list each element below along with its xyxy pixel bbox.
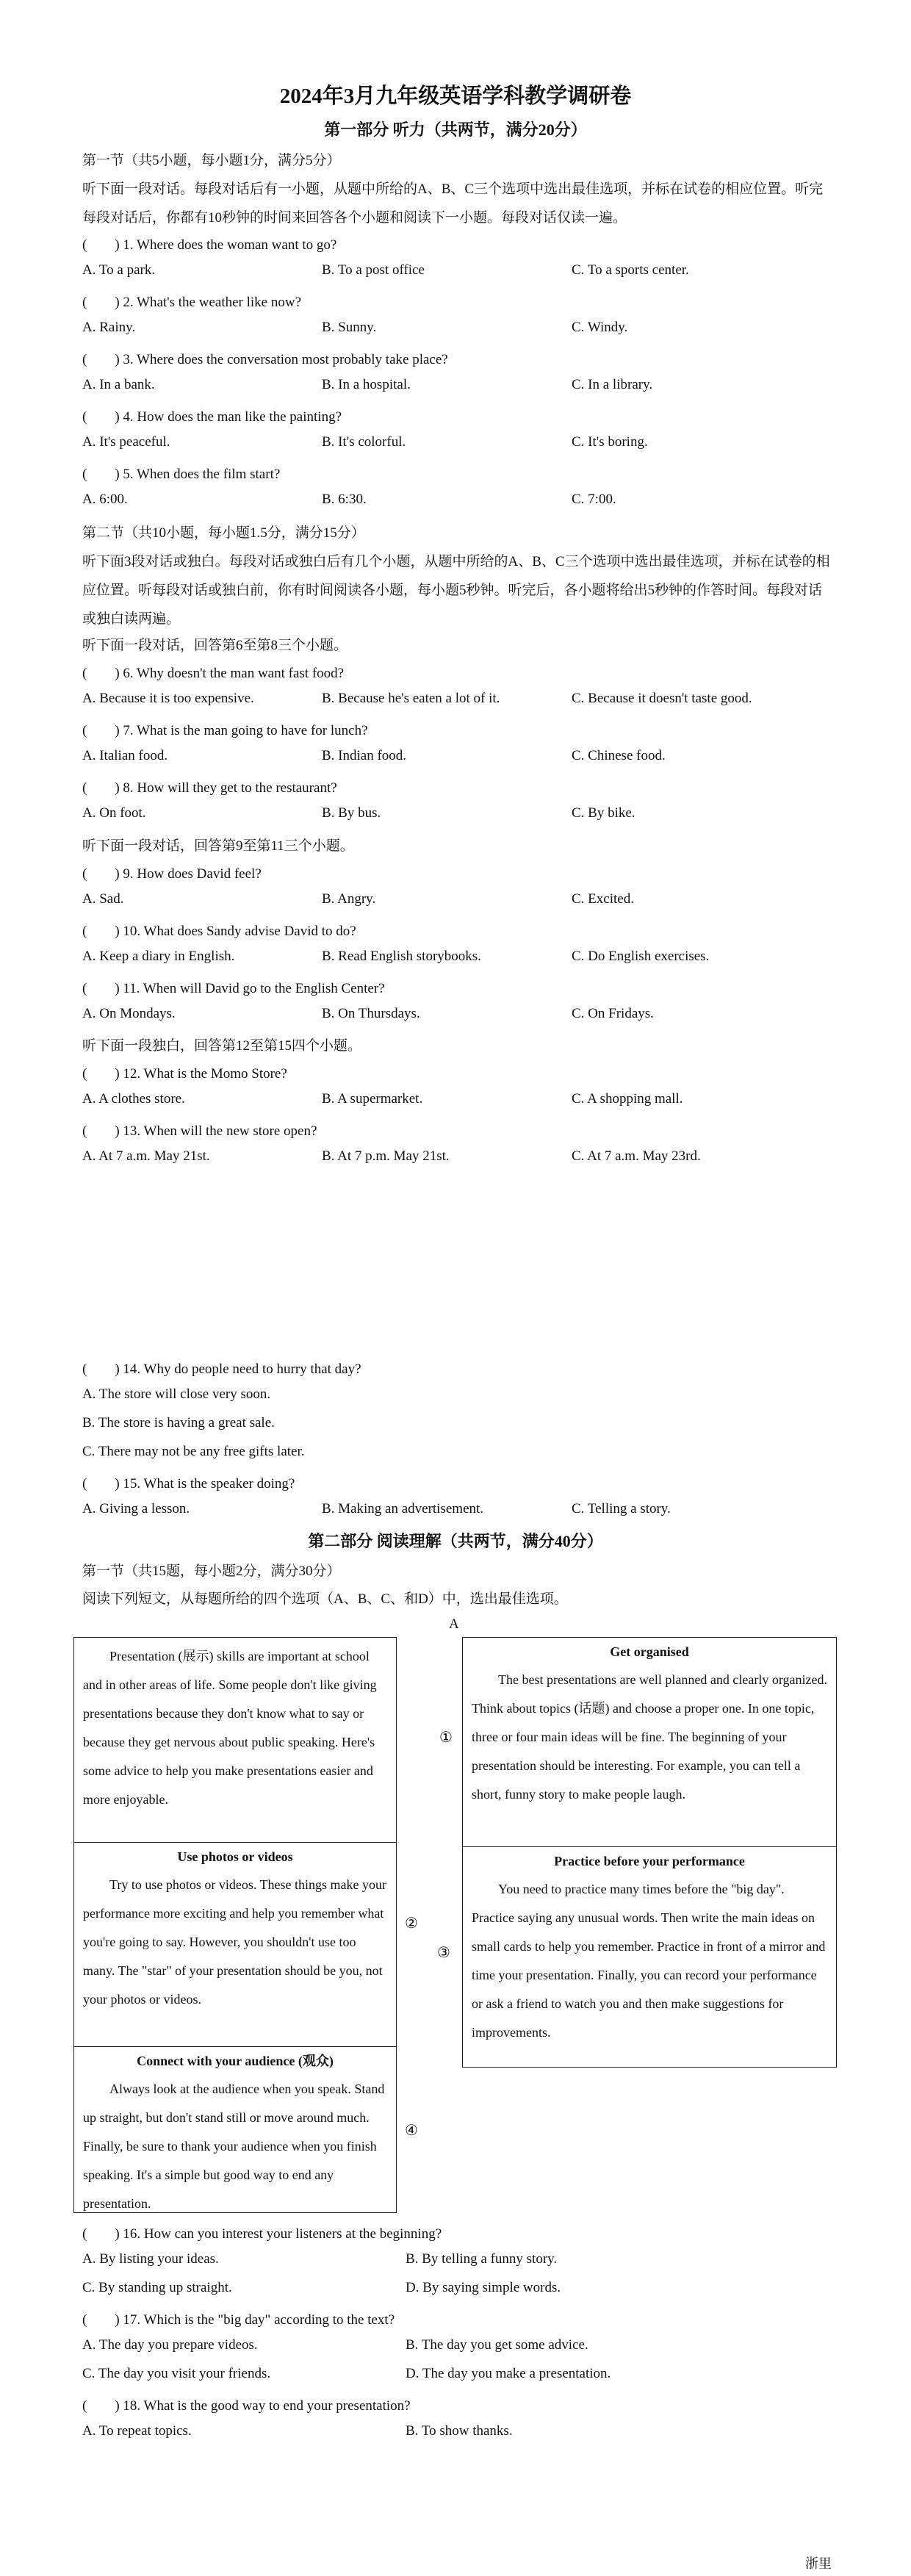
intro-12-15: 听下面一段独白，回答第12至第15四个小题。 xyxy=(82,1038,362,1054)
question-3: ( ) 3. Where does the conversation most probably take place? xyxy=(82,352,448,367)
q8-option-b: B. By bus. xyxy=(322,805,381,821)
intro-9-11: 听下面一段对话，回答第9至第11三个小题。 xyxy=(82,838,354,854)
question-14: ( ) 14. Why do people need to hurry that day? xyxy=(82,1361,361,1377)
q6-option-a: A. Because it is too expensive. xyxy=(82,691,254,706)
reading-section1-header: 第一节（共15题，每小题2分，满分30分） xyxy=(82,1564,341,1579)
q3-option-b: B. In a hospital. xyxy=(322,377,411,392)
blank-marker-4: ④ xyxy=(405,2123,418,2139)
section1-instructions: 听下面一段对话。每段对话后有一小题，从题中所给的A、B、C三个选项中选出最佳选项，并标在试卷的相应位置。听完每段对话后，你都有10秒钟的时间来回答各个小题和阅读下一小题。每段对话仅读一遍。 xyxy=(82,181,824,226)
q8-option-a: A. On foot. xyxy=(82,805,146,821)
question-1: ( ) 1. Where does the woman want to go? xyxy=(82,237,337,253)
q3-option-c: C. In a library. xyxy=(572,377,653,392)
question-4: ( ) 4. How does the man like the painting? xyxy=(82,409,342,425)
q15-option-a: A. Giving a lesson. xyxy=(82,1501,190,1517)
question-15: ( ) 15. What is the speaker doing? xyxy=(82,1476,295,1492)
q17-option-a: A. The day you prepare videos. xyxy=(82,2337,258,2353)
passage-right-box xyxy=(462,1637,837,2068)
question-16: ( ) 16. How can you interest your listeners at the beginning? xyxy=(82,2226,442,2242)
q8-option-c: C. By bike. xyxy=(572,805,635,821)
q12-option-c: C. A shopping mall. xyxy=(572,1091,683,1107)
q4-option-a: A. It's peaceful. xyxy=(82,434,170,450)
connect-title: Connect with your audience (观众) xyxy=(137,2054,334,2068)
q10-option-a: A. Keep a diary in English. xyxy=(82,949,235,964)
q17-option-d: D. The day you make a presentation. xyxy=(406,2366,611,2381)
q5-option-b: B. 6:30. xyxy=(322,492,367,507)
question-17: ( ) 17. Which is the "big day" according to the text? xyxy=(82,2312,395,2328)
q14-option-a: A. The store will close very soon. xyxy=(82,1386,271,1402)
q12-option-a: A. A clothes store. xyxy=(82,1091,185,1107)
section2-instructions: 听下面3段对话或独白。每段对话或独白后有几个小题，从题中所给的A、B、C三个选项中选出最佳选项，并标在试卷的相应位置。听每段对话或独白前，你有时间阅读各小题，每小题5秒钟。听完后，各小题将给出5秒钟的作答时间。每段对话或独白读两遍。 xyxy=(82,554,830,627)
q7-option-c: C. Chinese food. xyxy=(572,748,666,763)
photos-title: Use photos or videos xyxy=(177,1849,293,1864)
practice-text: You need to practice many times before the "big day". Practice saying any unusual words. Then write the main ideas on small cards to help you remember. Practice in front of a mirror and time your presentation. Finally, you can record your performance or ask a friend to watch you and then make suggestions for improvements. xyxy=(472,1882,826,2040)
connect-text: Always look at the audience when you speak. Stand up straight, but don't stand still or move around much. Finally, be sure to thank your audience when you finish speaking. It's a simple but good way to end any presentation. xyxy=(83,2082,385,2211)
footer-text: 浙里 xyxy=(805,2556,832,2571)
q14-option-c: C. There may not be any free gifts later. xyxy=(82,1444,305,1459)
practice-title: Practice before your performance xyxy=(554,1854,745,1868)
photos-text: Try to use photos or videos. These things make your performance more exciting and help you remember what you're going to say. However, you shouldn't use too many. The "star" of your presentation should be you, not your photos or videos. xyxy=(83,1877,386,2007)
q16-option-a: A. By listing your ideas. xyxy=(82,2251,219,2267)
part1-heading: 第一部分 听力（共两节，满分20分） xyxy=(324,120,587,139)
q14-option-b: B. The store is having a great sale. xyxy=(82,1415,275,1431)
q11-option-b: B. On Thursdays. xyxy=(322,1006,420,1021)
question-9: ( ) 9. How does David feel? xyxy=(82,866,262,882)
q13-option-a: A. At 7 a.m. May 21st. xyxy=(82,1148,210,1164)
q1-option-a: A. To a park. xyxy=(82,262,156,278)
question-2: ( ) 2. What's the weather like now? xyxy=(82,295,302,310)
question-7: ( ) 7. What is the man going to have for lunch? xyxy=(82,723,368,738)
q10-option-b: B. Read English storybooks. xyxy=(322,949,481,964)
q6-option-c: C. Because it doesn't taste good. xyxy=(572,691,752,706)
photos-cell xyxy=(74,1842,396,2046)
q2-option-a: A. Rainy. xyxy=(82,320,136,335)
passage-label-a: A xyxy=(449,1616,459,1632)
blank-marker-2: ② xyxy=(405,1915,418,1932)
blank-marker-3: ③ xyxy=(437,1945,450,1961)
q7-option-a: A. Italian food. xyxy=(82,748,168,763)
question-11: ( ) 11. When will David go to the English Center? xyxy=(82,981,385,996)
q2-option-b: B. Sunny. xyxy=(322,320,377,335)
q11-option-a: A. On Mondays. xyxy=(82,1006,176,1021)
q12-option-b: B. A supermarket. xyxy=(322,1091,423,1107)
q4-option-c: C. It's boring. xyxy=(572,434,648,450)
q17-option-c: C. The day you visit your friends. xyxy=(82,2366,271,2381)
intro-6-8: 听下面一段对话，回答第6至第8三个小题。 xyxy=(82,638,348,653)
practice-cell xyxy=(463,1846,836,2068)
q13-option-c: C. At 7 a.m. May 23rd. xyxy=(572,1148,701,1164)
q16-option-b: B. By telling a funny story. xyxy=(406,2251,558,2267)
q5-option-c: C. 7:00. xyxy=(572,492,616,507)
q11-option-c: C. On Fridays. xyxy=(572,1006,654,1021)
section2-header: 第二节（共10小题，每小题1.5分，满分15分） xyxy=(82,525,365,541)
q9-option-a: A. Sad. xyxy=(82,891,124,907)
q18-option-b: B. To show thanks. xyxy=(406,2423,513,2439)
reading-instructions: 阅读下列短文，从每题所给的四个选项（A、B、C、和D）中，选出最佳选项。 xyxy=(82,1591,568,1607)
passage-left-box xyxy=(73,1637,397,2213)
organised-text: The best presentations are well planned and clearly organized. Think about topics (话题) and choose a proper one. In one topic, three or four main ideas will be fine. The beginning of your presentation should be interesting. For example, you can tell a short, funny story to make people laugh. xyxy=(472,1672,827,1802)
q16-option-c: C. By standing up straight. xyxy=(82,2280,232,2295)
organised-cell xyxy=(463,1638,836,1846)
q6-option-b: B. Because he's eaten a lot of it. xyxy=(322,691,500,706)
intro-text: Presentation (展示) skills are important at school and in other areas of life. Some people don't like giving presentations because they don't know what to say or because they get nervous about public speaking. Here's some advice to help you make presentations easier and more enjoyable. xyxy=(83,1649,377,1807)
question-5: ( ) 5. When does the film start? xyxy=(82,467,281,482)
q5-option-a: A. 6:00. xyxy=(82,492,128,507)
q18-option-a: A. To repeat topics. xyxy=(82,2423,192,2439)
q3-option-a: A. In a bank. xyxy=(82,377,155,392)
q13-option-b: B. At 7 p.m. May 21st. xyxy=(322,1148,450,1164)
question-18: ( ) 18. What is the good way to end your presentation? xyxy=(82,2398,411,2414)
q7-option-b: B. Indian food. xyxy=(322,748,407,763)
blank-marker-1: ① xyxy=(439,1730,453,1746)
question-10: ( ) 10. What does Sandy advise David to do? xyxy=(82,924,356,939)
q2-option-c: C. Windy. xyxy=(572,320,628,335)
q16-option-d: D. By saying simple words. xyxy=(406,2280,561,2295)
question-8: ( ) 8. How will they get to the restaurant? xyxy=(82,780,337,796)
q15-option-b: B. Making an advertisement. xyxy=(322,1501,484,1517)
question-12: ( ) 12. What is the Momo Store? xyxy=(82,1066,287,1082)
organised-title: Get organised xyxy=(610,1644,689,1659)
q1-option-b: B. To a post office xyxy=(322,262,425,278)
question-13: ( ) 13. When will the new store open? xyxy=(82,1123,317,1139)
q9-option-b: B. Angry. xyxy=(322,891,376,907)
connect-cell xyxy=(74,2046,396,2214)
q4-option-b: B. It's colorful. xyxy=(322,434,406,450)
intro-cell xyxy=(74,1638,396,1842)
q9-option-c: C. Excited. xyxy=(572,891,634,907)
q1-option-c: C. To a sports center. xyxy=(572,262,689,278)
section1-header: 第一节（共5小题，每小题1分，满分5分） xyxy=(82,153,341,168)
q17-option-b: B. The day you get some advice. xyxy=(406,2337,588,2353)
page-title: 2024年3月九年级英语学科教学调研卷 xyxy=(279,84,632,108)
q15-option-c: C. Telling a story. xyxy=(572,1501,671,1517)
question-6: ( ) 6. Why doesn't the man want fast food? xyxy=(82,666,345,681)
q10-option-c: C. Do English exercises. xyxy=(572,949,710,964)
part2-heading: 第二部分 阅读理解（共两节，满分40分） xyxy=(308,1532,603,1550)
